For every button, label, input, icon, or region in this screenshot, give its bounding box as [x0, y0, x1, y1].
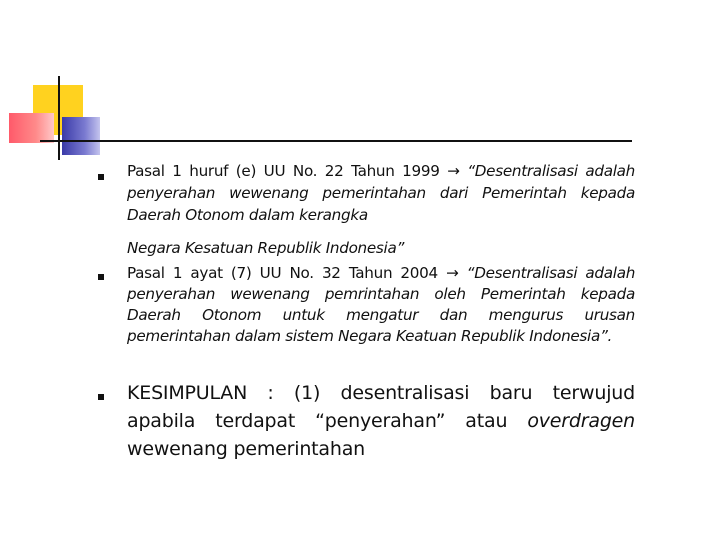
bullet-1-quote-end: Negara Kesatuan Republik Indonesia” [127, 239, 405, 257]
bullet-text-3 [127, 379, 635, 463]
overdragen-term: overdragen [527, 410, 636, 432]
conclusion-text-end: wewenang pemerintahan [127, 438, 365, 460]
horizontal-rule [40, 140, 632, 142]
arrow-icon: → [447, 162, 460, 180]
arrow-icon: → [446, 264, 459, 282]
bullet-marker-1 [98, 174, 104, 180]
conclusion-text: KESIMPULAN : (1) desentralisasi baru terwujud apabila terdapat “penyerahan” atau [127, 382, 635, 432]
decorative-blue-square [62, 117, 100, 155]
bullet-marker-2 [98, 274, 104, 280]
bullet-2-lead: Pasal 1 ayat (7) UU No. 32 Tahun 2004 [127, 264, 438, 282]
bullet-2-quote: “Desentralisasi adalah penyerahan wewenang pemrintahan oleh Pemerintah kepada Daerah Otonom untuk mengatur dan mengurus urusan pemerintahan dalam sistem Negara Keatuan Republik Indonesia”. [127, 264, 636, 345]
bullet-1-lead: Pasal 1 huruf (e) UU No. 22 Tahun 1999 [127, 162, 440, 180]
bullet-marker-3 [98, 394, 104, 400]
bullet-text-1 [127, 160, 635, 259]
bullet-text-2 [127, 263, 635, 347]
decorative-red-bar [9, 113, 54, 143]
bullet-1-quote: “Desentralisasi adalah penyerahan wewenang pemerintahan dari Pemerintah kepada Daerah Otonom dalam kerangka [127, 162, 635, 224]
vertical-rule [58, 76, 60, 160]
